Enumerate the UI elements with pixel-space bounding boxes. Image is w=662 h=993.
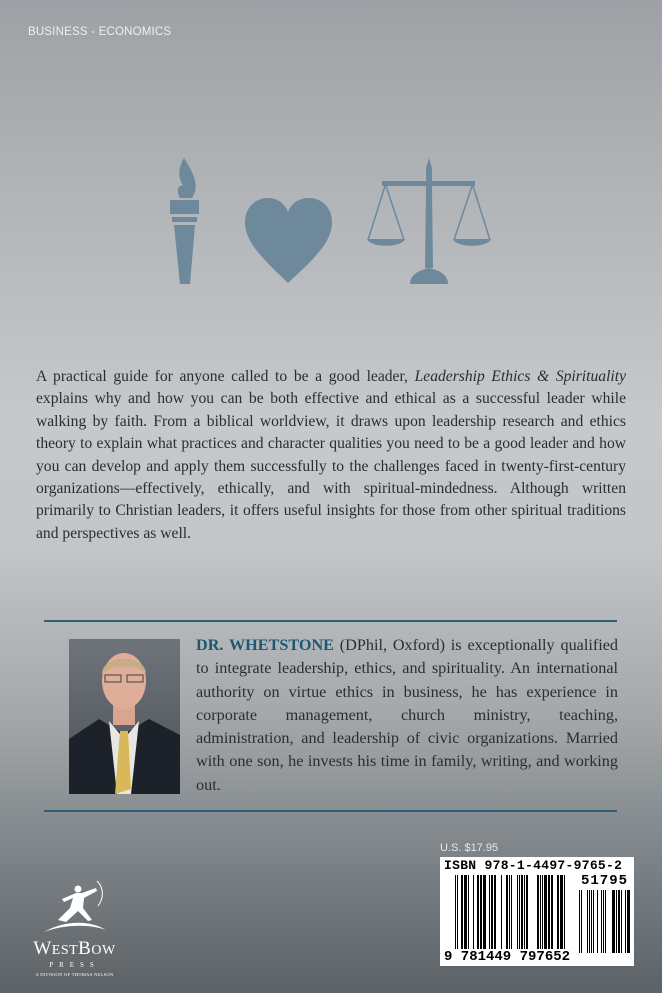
barcode-bar <box>625 890 626 953</box>
barcode-bar <box>601 890 602 953</box>
barcode-bar <box>605 890 606 953</box>
barcode-bar <box>548 875 550 949</box>
barcode-bar <box>526 875 528 949</box>
barcode-bar <box>489 875 490 949</box>
barcode-bar <box>581 890 582 953</box>
barcode-bar <box>591 890 592 953</box>
barcode-bar <box>560 875 563 949</box>
barcode-bar <box>593 890 594 953</box>
barcode-bar <box>612 890 615 953</box>
barcode-bar <box>521 875 523 949</box>
divider-top <box>44 620 617 622</box>
barcode-bar <box>579 890 580 953</box>
barcode-bar <box>494 875 496 949</box>
barcode-bar <box>480 875 482 949</box>
publisher-name: WESTBOW <box>33 938 116 959</box>
barcode-bar <box>544 875 547 949</box>
barcode-bar <box>491 875 493 949</box>
publisher-logo <box>22 880 127 977</box>
barcode-bar <box>509 875 510 949</box>
barcode-bar <box>461 875 463 949</box>
barcode-bar <box>524 875 525 949</box>
author-bio: DR. WHETSTONE (DPhil, Oxford) is exceptionally qualified to integrate leadership, ethics, and spirituality. An international authority on virtue ethics in business, he has experience in corporate management, church ministry, teaching, administration, and leadership of civic organizations. Married with one son, he invests his time in family, writing, and working out. <box>196 636 619 794</box>
barcode-bar <box>551 875 553 949</box>
barcode-bar <box>603 890 604 953</box>
barcode-bar <box>540 875 541 949</box>
torch-icon <box>170 158 199 284</box>
isbn-text: ISBN 978-1-4497-9765-2 <box>444 858 623 873</box>
barcode-bar <box>597 890 598 953</box>
barcode-bar <box>621 890 622 953</box>
book-title: Leadership Ethics & Spirituality <box>414 368 626 385</box>
archer-icon <box>40 880 110 935</box>
ean-number: 9 781449 797652 <box>444 949 571 965</box>
book-description: A practical guide for anyone called to be a good leader, Leadership Ethics & Spirituality explains why and how you can be both effective and ethical as a successful leader while walking by faith. From a biblical worldview, it draws upon leadership research and ethics theory to explain what practices and character qualities you need to be a good leader and how you can develop and apply them successfully to the challenges faced in twenty-first-century organizations—effectively, ethically, and with spiritual-mindedness. Although written primarily to Christian leaders, it offers useful insights for those from other spiritual traditions and perspectives as well. <box>36 368 626 542</box>
barcode-bar <box>473 875 474 949</box>
publisher-press: PRESS <box>49 961 100 969</box>
category-label: BUSINESS - ECONOMICS <box>28 26 172 38</box>
barcode-bar <box>589 890 590 953</box>
icon-row <box>0 150 662 300</box>
barcode-bar <box>519 875 520 949</box>
barcode-bar <box>587 890 588 953</box>
scales-of-justice-icon <box>367 158 491 284</box>
barcode-bar <box>464 875 467 949</box>
heart-icon <box>245 198 332 283</box>
barcode-bar <box>542 875 543 949</box>
barcode-bar <box>537 875 539 949</box>
barcode-bar <box>457 875 458 949</box>
isbn-barcode <box>440 857 634 966</box>
barcode-bar <box>468 875 469 949</box>
divider-bottom <box>44 810 617 812</box>
barcode-bar <box>483 875 486 949</box>
barcode-bar <box>455 875 456 949</box>
price-label: U.S. $17.95 <box>440 842 499 854</box>
barcode-bar <box>506 875 508 949</box>
barcode-bar <box>501 875 502 949</box>
author-name: DR. WHETSTONE <box>196 636 334 654</box>
publisher-division: A DIVISION OF THOMAS NELSON <box>35 972 114 977</box>
addon-code: 51795 <box>580 873 628 889</box>
author-photo <box>69 639 180 794</box>
barcode-bar <box>618 890 620 953</box>
barcode-bar <box>557 875 559 949</box>
barcode-bar <box>511 875 512 949</box>
barcode-bar <box>564 875 565 949</box>
barcode-bar <box>517 875 518 949</box>
barcode-bar <box>477 875 479 949</box>
barcode-bar <box>616 890 617 953</box>
barcode-bar <box>627 890 630 953</box>
